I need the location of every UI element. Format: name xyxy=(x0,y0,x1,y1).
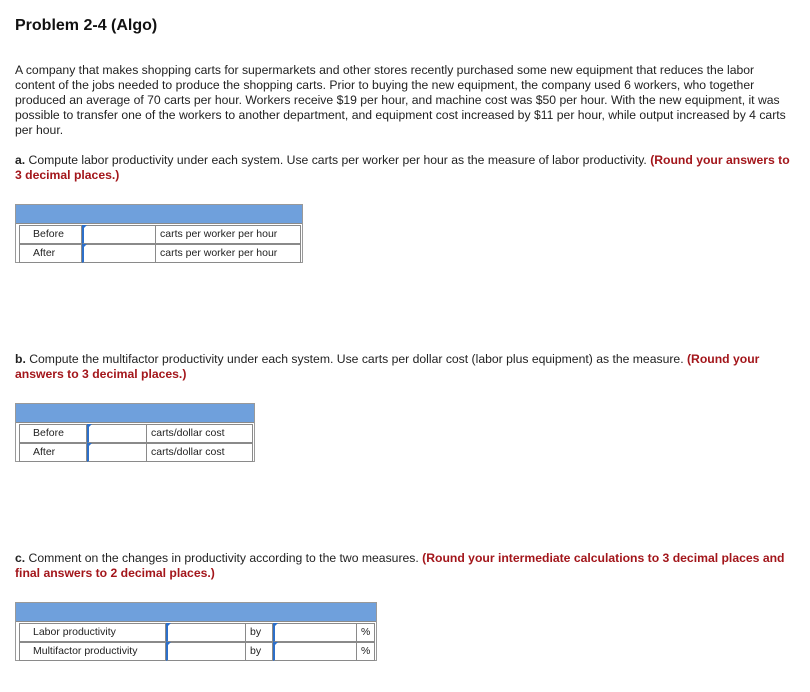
row-label-before: Before xyxy=(19,424,87,443)
multifactor-productivity-percent-input[interactable] xyxy=(273,642,357,661)
part-c-table xyxy=(15,602,377,661)
row-label-after: After xyxy=(19,443,87,462)
unit-label: carts per worker per hour xyxy=(156,225,301,244)
unit-label: carts/dollar cost xyxy=(147,424,253,443)
multifactor-productivity-after-input[interactable] xyxy=(87,443,147,462)
table-header xyxy=(16,404,254,423)
unit-label: carts per worker per hour xyxy=(156,244,301,263)
percent-label: % xyxy=(357,642,375,661)
part-b-text: Compute the multifactor productivity under each system. Use carts per dollar cost (labor plus equipment) as the measure. xyxy=(25,352,687,366)
unit-label: carts/dollar cost xyxy=(147,443,253,462)
part-a-text: Compute labor productivity under each system. Use carts per worker per hour as the measure of labor productivity. xyxy=(25,153,651,167)
table-header xyxy=(16,603,376,622)
part-b-question xyxy=(15,352,790,382)
part-c-note: (Round your intermediate calculations to 3 decimal places and final answers to 2 decimal places.) xyxy=(15,551,785,580)
part-a-label: a. xyxy=(15,153,26,167)
multifactor-productivity-before-input[interactable] xyxy=(87,424,147,443)
part-c-text: Comment on the changes in productivity according to the two measures. xyxy=(25,551,423,565)
table-header xyxy=(16,205,302,224)
by-label: by xyxy=(246,642,273,661)
percent-label: % xyxy=(357,623,375,642)
row-label-multifactor-productivity: Multifactor productivity xyxy=(19,642,166,661)
part-a-table xyxy=(15,204,303,263)
part-c-label: c. xyxy=(15,551,26,565)
multifactor-productivity-change-input[interactable] xyxy=(166,642,246,661)
part-a-question xyxy=(15,153,790,183)
labor-productivity-percent-input[interactable] xyxy=(273,623,357,642)
part-b-label: b. xyxy=(15,352,26,366)
labor-productivity-after-input[interactable] xyxy=(82,244,156,263)
part-a-note: (Round your answers to 3 decimal places.) xyxy=(15,153,790,182)
labor-productivity-before-input[interactable] xyxy=(82,225,156,244)
part-c-question xyxy=(15,551,790,581)
labor-productivity-change-input[interactable] xyxy=(166,623,246,642)
part-b-note: (Round your answers to 3 decimal places.) xyxy=(15,352,760,381)
part-b-table xyxy=(15,403,255,462)
row-label-after: After xyxy=(19,244,82,263)
problem-title: Problem 2-4 (Algo) xyxy=(15,17,158,34)
row-label-labor-productivity: Labor productivity xyxy=(19,623,166,642)
row-label-before: Before xyxy=(19,225,82,244)
problem-intro: A company that makes shopping carts for supermarkets and other stores recently purchased some new equipment that reduces the labor content of the jobs needed to produce the shopping carts. Prior to buying the new equipment, the company used 6 workers, who together produced an average of 70 carts per hour. Workers receive $19 per hour, and machine cost was $50 per hour. With the new equipment, it was possible to transfer one of the workers to another department, and equipment cost increased by $11 per hour, while output increased by 4 carts per hour. xyxy=(15,63,786,137)
by-label: by xyxy=(246,623,273,642)
